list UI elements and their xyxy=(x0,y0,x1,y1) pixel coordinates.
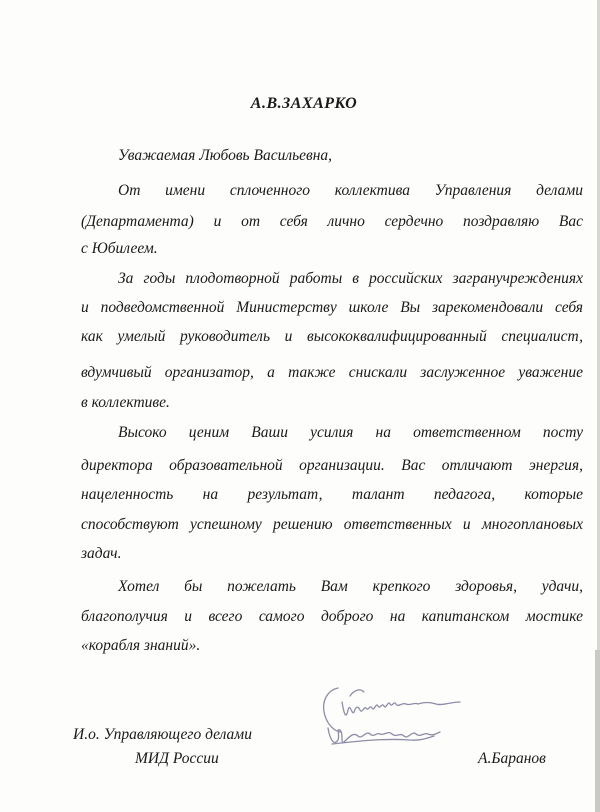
paragraph-line: От имени сплоченного коллектива Управления делами xyxy=(118,182,583,199)
handwritten-signature xyxy=(310,680,480,765)
letter-greeting: Уважаемая Любовь Васильевна, xyxy=(118,147,333,164)
signer-position: И.о. Управляющего делами xyxy=(73,726,252,743)
paragraph-line: вдумчивый организатор, а также снискали заслуженное уважение xyxy=(81,364,583,381)
paragraph-line: директора образовательной организации. Вас отличают энергия, xyxy=(81,457,583,474)
paragraph-line: За годы плодотворной работы в российских загранучреждениях xyxy=(118,270,583,287)
letter-title: А.В.ЗАХАРКО xyxy=(250,95,358,112)
paragraph-line: нацеленность на результат, талант педагога, которые xyxy=(81,486,583,503)
page-edge-shadow xyxy=(595,650,600,812)
paragraph-line: Хотел бы пожелать Вам крепкого здоровья, удачи, xyxy=(118,578,583,595)
paragraph-line: (Департамента) и от себя лично сердечно поздравляю Вас xyxy=(81,213,583,230)
paragraph-line: «корабля знаний». xyxy=(81,637,201,654)
paragraph-line: Высоко ценим Ваши усилия на ответственном посту xyxy=(118,424,583,441)
signer-name: А.Баранов xyxy=(478,750,546,767)
paragraph-line: благополучия и всего самого доброго на капитанском мостике xyxy=(81,608,583,625)
paragraph-line: с Юбилеем. xyxy=(81,240,158,257)
paragraph-line: способствуют успешному решению ответственных и многоплановых xyxy=(81,516,583,533)
paragraph-line: задач. xyxy=(81,545,122,562)
paragraph-line: и подведомственной Министерству школе Вы зарекомендовали себя xyxy=(81,299,583,316)
paragraph-line: в коллективе. xyxy=(81,394,170,411)
paragraph-line: как умелый руководитель и высококвалифицированный специалист, xyxy=(81,328,583,345)
signer-organization: МИД России xyxy=(135,750,219,767)
